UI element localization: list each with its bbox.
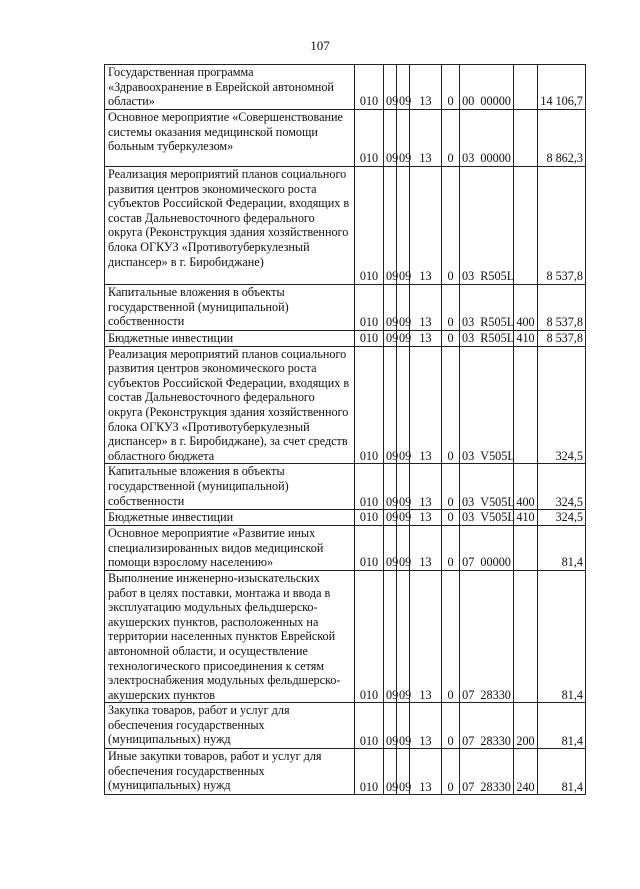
program-code-part2: 0 <box>442 346 460 464</box>
table-row <box>105 464 586 510</box>
program-code-part3: 00 <box>462 94 475 109</box>
amount: 8 862,3 <box>538 110 586 167</box>
table-row <box>105 331 586 347</box>
amount: 14 106,7 <box>538 65 586 110</box>
program-code-part1: 13 <box>410 464 442 510</box>
item-name: Бюджетные инвестиции <box>105 510 355 526</box>
program-code-part3: 07 <box>462 687 475 702</box>
program-code-part1: 13 <box>410 525 442 570</box>
expense-type-code: 200 <box>514 703 538 749</box>
amount: 324,5 <box>538 510 586 526</box>
item-name: Государственная программа «Здравоохранение в Еврейской автономной области» <box>105 65 355 110</box>
ministry-code: 010 <box>355 167 384 285</box>
table-row <box>105 703 586 749</box>
item-name: Бюджетные инвестиции <box>105 331 355 347</box>
amount: 324,5 <box>538 346 586 464</box>
program-code-part1: 13 <box>410 65 442 110</box>
program-code-part2: 0 <box>442 749 460 795</box>
table-row <box>105 510 586 526</box>
subsection-code: 09 <box>397 331 410 347</box>
section-code: 09 <box>384 167 397 285</box>
item-name: Закупка товаров, работ и услуг для обеспечения государственных (муниципальных) нужд <box>105 703 355 749</box>
program-code-part1: 13 <box>410 570 442 702</box>
expense-type-code: 410 <box>514 510 538 526</box>
ministry-code: 010 <box>355 749 384 795</box>
item-name: Капитальные вложения в объекты государственной (муниципальной) собственности <box>105 285 355 331</box>
program-code-tail <box>460 464 514 510</box>
section-code: 09 <box>384 285 397 331</box>
program-code-part3: 03 <box>462 448 475 463</box>
program-code-tail <box>460 346 514 464</box>
program-code-part4: V505L <box>480 510 515 525</box>
expense-type-code <box>514 167 538 285</box>
expense-type-code <box>514 110 538 167</box>
program-code-part4: R505L <box>480 269 515 284</box>
program-code-tail <box>460 167 514 285</box>
program-code-part2: 0 <box>442 167 460 285</box>
section-code: 09 <box>384 464 397 510</box>
program-code-tail <box>460 525 514 570</box>
section-code: 09 <box>384 331 397 347</box>
table-row <box>105 525 586 570</box>
program-code-tail <box>460 110 514 167</box>
program-code-part4: 00000 <box>480 555 511 570</box>
item-name: Реализация мероприятий планов социального развития центров экономического роста субъектов Российской Федерации, входящих в состав Дальневосточного федерального округа (Реконструкция здания хозяйственного блока ОГКУЗ «Противотуберкулезный диспансер» в г. Биробиджане), за счет средств областного бюджета <box>105 346 355 464</box>
amount: 8 537,8 <box>538 331 586 347</box>
program-code-part4: 28330 <box>480 779 511 794</box>
program-code-part1: 13 <box>410 285 442 331</box>
program-code-part2: 0 <box>442 703 460 749</box>
program-code-part4: 00000 <box>480 151 511 166</box>
program-code-part4: 00000 <box>480 94 511 109</box>
subsection-code: 09 <box>397 749 410 795</box>
program-code-part2: 0 <box>442 464 460 510</box>
program-code-part1: 13 <box>410 110 442 167</box>
ministry-code: 010 <box>355 525 384 570</box>
program-code-part3: 03 <box>462 151 475 166</box>
program-code-part3: 03 <box>462 331 475 345</box>
program-code-part3: 03 <box>462 269 475 284</box>
program-code-part2: 0 <box>442 570 460 702</box>
ministry-code: 010 <box>355 285 384 331</box>
ministry-code: 010 <box>355 510 384 526</box>
expense-type-code <box>514 65 538 110</box>
ministry-code: 010 <box>355 110 384 167</box>
subsection-code: 09 <box>397 65 410 110</box>
program-code-part4: V505L <box>480 494 515 509</box>
table-row <box>105 570 586 702</box>
subsection-code: 09 <box>397 570 410 702</box>
ministry-code: 010 <box>355 65 384 110</box>
item-name: Иные закупки товаров, работ и услуг для обеспечения государственных (муниципальных) нужд <box>105 749 355 795</box>
section-code: 09 <box>384 65 397 110</box>
budget-table <box>104 64 586 795</box>
program-code-part2: 0 <box>442 510 460 526</box>
program-code-part2: 0 <box>442 65 460 110</box>
program-code-tail <box>460 703 514 749</box>
table-row <box>105 110 586 167</box>
section-code: 09 <box>384 346 397 464</box>
program-code-part1: 13 <box>410 331 442 347</box>
item-name: Основное мероприятие «Совершенствование системы оказания медицинской помощи больным туберкулезом» <box>105 110 355 167</box>
section-code: 09 <box>384 703 397 749</box>
subsection-code: 09 <box>397 110 410 167</box>
amount: 81,4 <box>538 749 586 795</box>
program-code-part1: 13 <box>410 749 442 795</box>
expense-type-code <box>514 525 538 570</box>
amount: 8 537,8 <box>538 167 586 285</box>
expense-type-code: 240 <box>514 749 538 795</box>
amount: 8 537,8 <box>538 285 586 331</box>
table-row <box>105 749 586 795</box>
amount: 81,4 <box>538 525 586 570</box>
program-code-part4: R505L <box>480 331 515 345</box>
program-code-part1: 13 <box>410 703 442 749</box>
amount: 81,4 <box>538 703 586 749</box>
program-code-part3: 03 <box>462 315 475 330</box>
program-code-part2: 0 <box>442 525 460 570</box>
page-number: 107 <box>310 38 330 53</box>
subsection-code: 09 <box>397 510 410 526</box>
table-row <box>105 346 586 464</box>
table-row <box>105 65 586 110</box>
amount: 324,5 <box>538 464 586 510</box>
program-code-part4: 28330 <box>480 687 511 702</box>
section-code: 09 <box>384 570 397 702</box>
program-code-part1: 13 <box>410 167 442 285</box>
program-code-tail <box>460 331 514 347</box>
ministry-code: 010 <box>355 346 384 464</box>
program-code-part2: 0 <box>442 331 460 347</box>
ministry-code: 010 <box>355 331 384 347</box>
program-code-part4: R505L <box>480 315 515 330</box>
program-code-part1: 13 <box>410 510 442 526</box>
ministry-code: 010 <box>355 464 384 510</box>
subsection-code: 09 <box>397 464 410 510</box>
program-code-part3: 03 <box>462 510 475 525</box>
expense-type-code <box>514 570 538 702</box>
expense-type-code: 400 <box>514 285 538 331</box>
item-name: Реализация мероприятий планов социального развития центров экономического роста субъектов Российской Федерации, входящих в состав Дальневосточного федерального округа (Реконструкция здания хозяйственного блока ОГКУЗ «Противотуберкулезный диспансер» в г. Биробиджане) <box>105 167 355 285</box>
section-code: 09 <box>384 525 397 570</box>
subsection-code: 09 <box>397 346 410 464</box>
subsection-code: 09 <box>397 285 410 331</box>
program-code-part2: 0 <box>442 110 460 167</box>
ministry-code: 010 <box>355 703 384 749</box>
program-code-part2: 0 <box>442 285 460 331</box>
subsection-code: 09 <box>397 167 410 285</box>
program-code-part3: 07 <box>462 779 475 794</box>
program-code-tail <box>460 510 514 526</box>
program-code-tail <box>460 749 514 795</box>
table-row <box>105 167 586 285</box>
expense-type-code: 400 <box>514 464 538 510</box>
subsection-code: 09 <box>397 703 410 749</box>
program-code-part4: V505L <box>480 448 515 463</box>
subsection-code: 09 <box>397 525 410 570</box>
program-code-tail <box>460 65 514 110</box>
amount: 81,4 <box>538 570 586 702</box>
section-code: 09 <box>384 510 397 526</box>
program-code-part1: 13 <box>410 346 442 464</box>
program-code-part3: 07 <box>462 555 475 570</box>
program-code-tail <box>460 570 514 702</box>
expense-type-code: 410 <box>514 331 538 347</box>
program-code-part4: 28330 <box>480 733 511 748</box>
item-name: Основное мероприятие «Развитие иных специализированных видов медицинской помощи взрослому населению» <box>105 525 355 570</box>
item-name: Капитальные вложения в объекты государственной (муниципальной) собственности <box>105 464 355 510</box>
ministry-code: 010 <box>355 570 384 702</box>
section-code: 09 <box>384 110 397 167</box>
program-code-part3: 03 <box>462 494 475 509</box>
program-code-tail <box>460 285 514 331</box>
program-code-part3: 07 <box>462 733 475 748</box>
table-row <box>105 285 586 331</box>
item-name: Выполнение инженерно-изыскательских работ в целях поставки, монтажа и ввода в эксплуатацию модульных фельдшерско-акушерских пунктов, расположенных на территории населенных пунктов Еврейской автономной области, и осуществление технологического присоединения к сетям электроснабжения модульных фельдшерско-акушерских пунктов <box>105 570 355 702</box>
expense-type-code <box>514 346 538 464</box>
section-code: 09 <box>384 749 397 795</box>
